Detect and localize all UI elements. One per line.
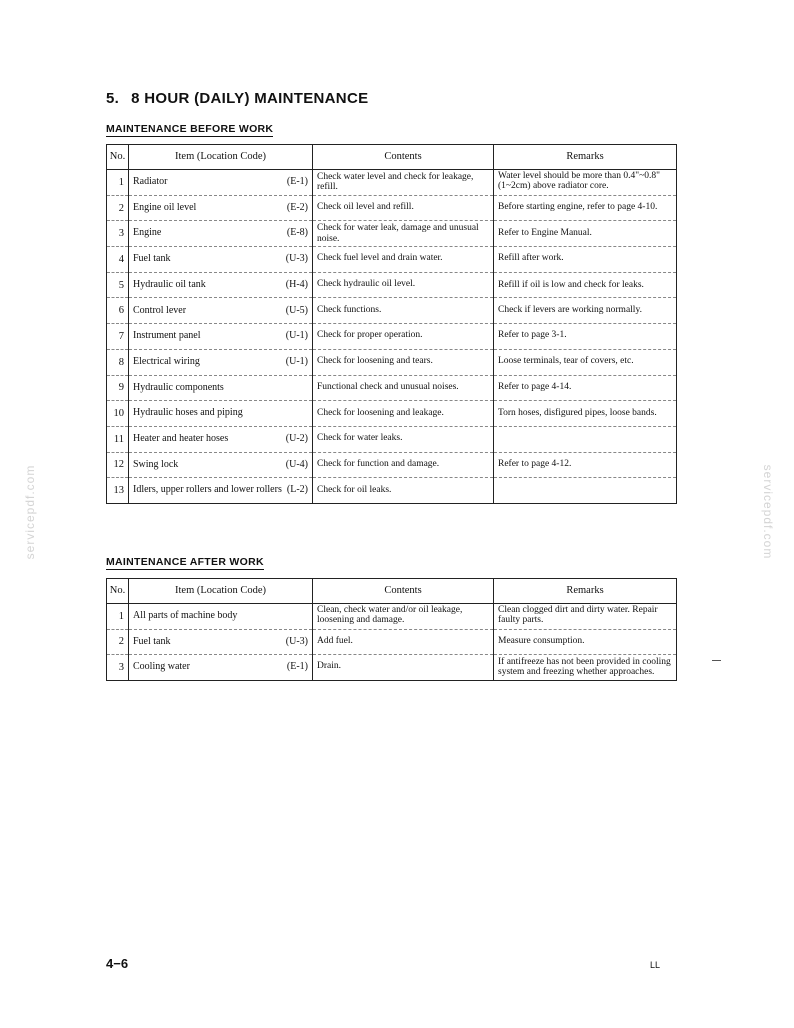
row-contents: Check for oil leaks. xyxy=(313,478,494,504)
section-heading-after-work: MAINTENANCE AFTER WORK xyxy=(106,556,264,568)
row-contents: Check for proper operation. xyxy=(313,324,494,350)
item-name: Hydraulic components xyxy=(133,381,224,393)
row-contents: Check for function and damage. xyxy=(313,452,494,478)
row-remarks xyxy=(494,426,677,452)
row-contents: Check for loosening and tears. xyxy=(313,349,494,375)
row-remarks: Refer to page 4-12. xyxy=(494,452,677,478)
row-item xyxy=(129,170,313,196)
item-name: Heater and heater hoses xyxy=(133,432,229,444)
table-row xyxy=(107,324,677,350)
location-code: (U-1) xyxy=(285,355,308,367)
item-name: Control lever xyxy=(133,304,187,316)
item-name: Engine oil level xyxy=(133,201,197,213)
row-remarks: Before starting engine, refer to page 4-10. xyxy=(494,195,677,221)
row-no: 6 xyxy=(107,298,129,324)
table-row xyxy=(107,655,677,681)
table-row xyxy=(107,401,677,427)
item-name: Fuel tank xyxy=(133,635,171,647)
col-header-remarks: Remarks xyxy=(494,145,677,170)
col-header-item: Item (Location Code) xyxy=(129,145,313,170)
row-item xyxy=(129,272,313,298)
table-row xyxy=(107,221,677,247)
row-contents: Check water level and check for leakage, refill. xyxy=(313,170,494,196)
row-remarks: Torn hoses, disfigured pipes, loose bands. xyxy=(494,401,677,427)
row-contents: Clean, check water and/or oil leakage, loosening and damage. xyxy=(313,604,494,630)
row-contents: Check for water leaks. xyxy=(313,426,494,452)
col-header-contents: Contents xyxy=(313,145,494,170)
row-no: 7 xyxy=(107,324,129,350)
page-title xyxy=(106,90,368,107)
table-row xyxy=(107,272,677,298)
row-contents: Add fuel. xyxy=(313,629,494,655)
table-row xyxy=(107,170,677,196)
location-code: (E-2) xyxy=(286,201,308,213)
row-no: 4 xyxy=(107,247,129,273)
row-no: 8 xyxy=(107,349,129,375)
item-name: All parts of machine body xyxy=(133,610,238,621)
row-item xyxy=(129,221,313,247)
item-name: Instrument panel xyxy=(133,330,201,342)
row-remarks: Refer to page 3-1. xyxy=(494,324,677,350)
page-number: 4−6 xyxy=(106,956,129,971)
row-no: 3 xyxy=(107,655,129,681)
row-no: 1 xyxy=(107,170,129,196)
row-item xyxy=(129,298,313,324)
row-no: 5 xyxy=(107,272,129,298)
row-contents: Check oil level and refill. xyxy=(313,195,494,221)
row-contents: Functional check and unusual noises. xyxy=(313,375,494,401)
item-name: Swing lock xyxy=(133,458,179,470)
location-code: (U-1) xyxy=(285,330,308,342)
row-item xyxy=(129,426,313,452)
location-code: (E-8) xyxy=(286,227,308,239)
location-code: (E-1) xyxy=(286,661,308,672)
row-contents: Drain. xyxy=(313,655,494,681)
location-code: (H-4) xyxy=(285,278,308,290)
table-row xyxy=(107,375,677,401)
item-name: Radiator xyxy=(133,176,168,188)
row-item xyxy=(129,324,313,350)
row-item xyxy=(129,629,313,655)
table-row xyxy=(107,604,677,630)
row-remarks: If antifreeze has not been provided in cooling system and freezing whether approaches. xyxy=(494,655,677,681)
table-row xyxy=(107,629,677,655)
row-remarks: Water level should be more than 0.4"~0.8" (1~2cm) above radiator core. xyxy=(494,170,677,196)
row-item xyxy=(129,655,313,681)
item-name: Idlers, upper rollers and lower rollers xyxy=(133,484,282,496)
watermark-left: servicepdf.com xyxy=(23,464,37,560)
table-before-work xyxy=(106,144,677,504)
location-code: (U-5) xyxy=(285,304,308,316)
row-contents: Check functions. xyxy=(313,298,494,324)
table-header-row xyxy=(107,579,677,604)
row-no: 12 xyxy=(107,452,129,478)
row-remarks xyxy=(494,478,677,504)
item-name: Hydraulic hoses and piping xyxy=(133,407,243,419)
row-contents: Check for loosening and leakage. xyxy=(313,401,494,427)
item-name: Cooling water xyxy=(133,661,190,672)
row-contents: Check fuel level and drain water. xyxy=(313,247,494,273)
item-name: Engine xyxy=(133,227,162,239)
watermark-right: servicepdf.com xyxy=(761,464,775,560)
row-remarks: Clean clogged dirt and dirty water. Repair faulty parts. xyxy=(494,604,677,630)
row-remarks: Refill if oil is low and check for leaks. xyxy=(494,272,677,298)
row-no: 2 xyxy=(107,195,129,221)
row-item xyxy=(129,375,313,401)
row-no: 11 xyxy=(107,426,129,452)
row-remarks: Refill after work. xyxy=(494,247,677,273)
row-item xyxy=(129,452,313,478)
item-name: Hydraulic oil tank xyxy=(133,278,206,290)
row-contents: Check for water leak, damage and unusual noise. xyxy=(313,221,494,247)
row-remarks: Refer to Engine Manual. xyxy=(494,221,677,247)
table-row xyxy=(107,478,677,504)
location-code: (U-4) xyxy=(285,458,308,470)
item-name: Fuel tank xyxy=(133,253,171,265)
col-header-no: No. xyxy=(107,145,129,170)
section-number: 5. xyxy=(106,90,120,107)
row-remarks: Loose terminals, tear of covers, etc. xyxy=(494,349,677,375)
row-item xyxy=(129,478,313,504)
row-remarks: Measure consumption. xyxy=(494,629,677,655)
table-after-work xyxy=(106,578,677,681)
title-text: 8 HOUR (DAILY) MAINTENANCE xyxy=(131,90,369,107)
row-no: 3 xyxy=(107,221,129,247)
location-code: (U-3) xyxy=(285,635,308,647)
location-code: (U-2) xyxy=(285,432,308,444)
col-header-contents: Contents xyxy=(313,579,494,604)
table-row xyxy=(107,247,677,273)
table-row xyxy=(107,452,677,478)
row-item xyxy=(129,195,313,221)
row-item xyxy=(129,247,313,273)
table-row xyxy=(107,298,677,324)
table-row xyxy=(107,426,677,452)
section-heading-before-work: MAINTENANCE BEFORE WORK xyxy=(106,123,274,135)
row-no: 2 xyxy=(107,629,129,655)
col-header-remarks: Remarks xyxy=(494,579,677,604)
row-item xyxy=(129,349,313,375)
page-code: LL xyxy=(650,960,661,970)
location-code: (U-3) xyxy=(285,253,308,265)
row-remarks: Refer to page 4-14. xyxy=(494,375,677,401)
col-header-item: Item (Location Code) xyxy=(129,579,313,604)
table-row xyxy=(107,349,677,375)
margin-dash-mark xyxy=(712,660,721,661)
row-contents: Check hydraulic oil level. xyxy=(313,272,494,298)
table-row xyxy=(107,195,677,221)
location-code: (E-1) xyxy=(286,176,308,188)
row-no: 10 xyxy=(107,401,129,427)
row-remarks: Check if levers are working normally. xyxy=(494,298,677,324)
row-no: 1 xyxy=(107,604,129,630)
row-item xyxy=(129,401,313,427)
row-no: 13 xyxy=(107,478,129,504)
item-name: Electrical wiring xyxy=(133,355,200,367)
row-no: 9 xyxy=(107,375,129,401)
location-code: (L-2) xyxy=(286,484,308,496)
table-header-row xyxy=(107,145,677,170)
col-header-no: No. xyxy=(107,579,129,604)
row-item xyxy=(129,604,313,630)
